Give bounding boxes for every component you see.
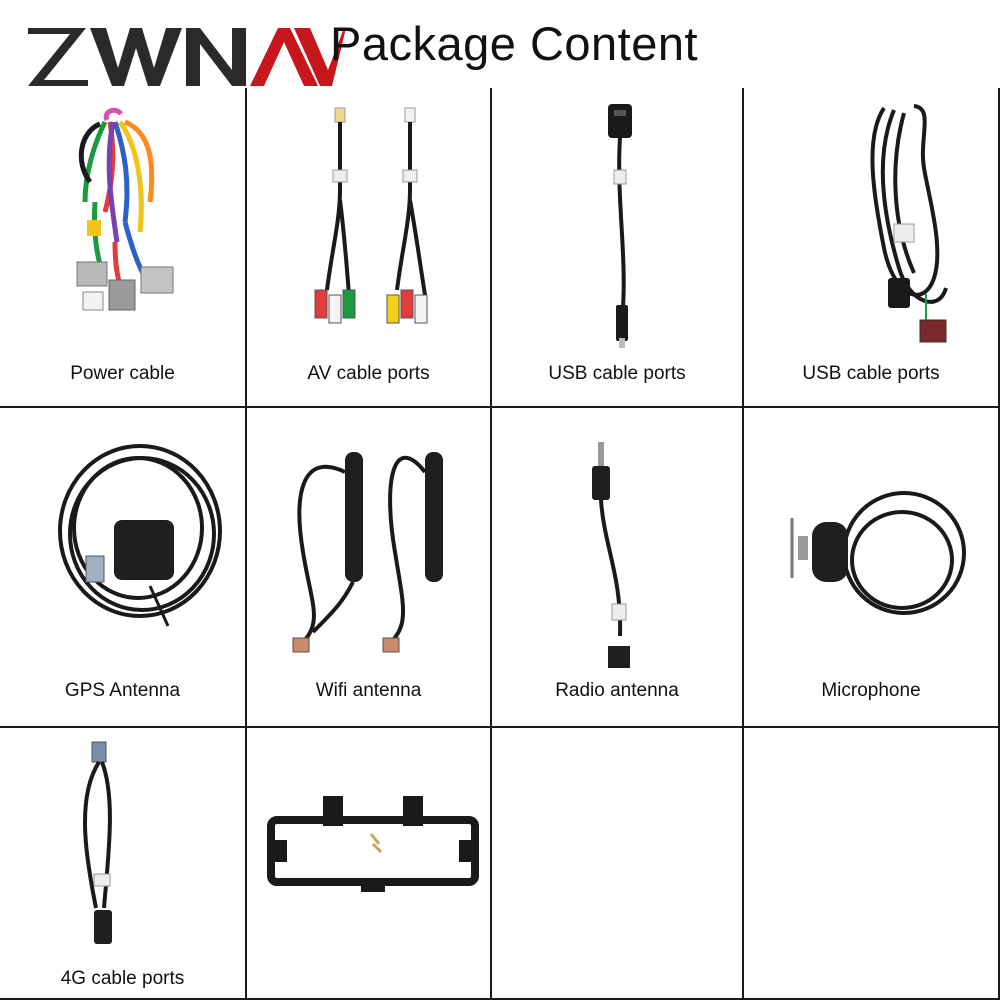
radio-antenna-icon [582,436,652,676]
item-4g-cable [0,728,247,1000]
item-usb-cable-long [744,88,1000,408]
item-label: Radio antenna [555,680,679,701]
item-wifi-antenna [247,408,492,728]
item-power-cable [0,88,247,408]
item-usb-cable-short [492,88,744,408]
item-label: AV cable ports [307,363,430,384]
empty-cell [744,728,1000,1000]
empty-cell [492,728,744,1000]
item-radio-antenna [492,408,744,728]
item-gps-antenna [0,408,247,728]
item-label: GPS Antenna [64,680,181,701]
gps-antenna-icon [50,436,230,636]
power-harness-icon [55,102,195,327]
zwnav-logo [26,22,346,88]
item-label: Power cable [70,363,175,384]
item-label: Wifi antenna [315,680,422,701]
header [0,0,1000,88]
av-cable-icon [287,100,457,350]
microphone-icon [784,478,974,628]
page-title: Package Content [330,17,699,70]
item-label: Microphone [821,680,921,701]
item-mounting-frame [247,728,492,1000]
4g-cable-icon [66,738,146,958]
item-label: 4G cable ports [60,968,185,989]
item-label: USB cable ports [548,363,686,384]
item-av-cable [247,88,492,408]
item-microphone [744,408,1000,728]
usb-cable-short-icon [592,100,652,355]
item-label: USB cable ports [802,363,940,384]
wifi-antenna-icon [283,432,463,672]
mounting-frame-icon [265,790,481,900]
usb-cable-long-icon [854,98,964,358]
